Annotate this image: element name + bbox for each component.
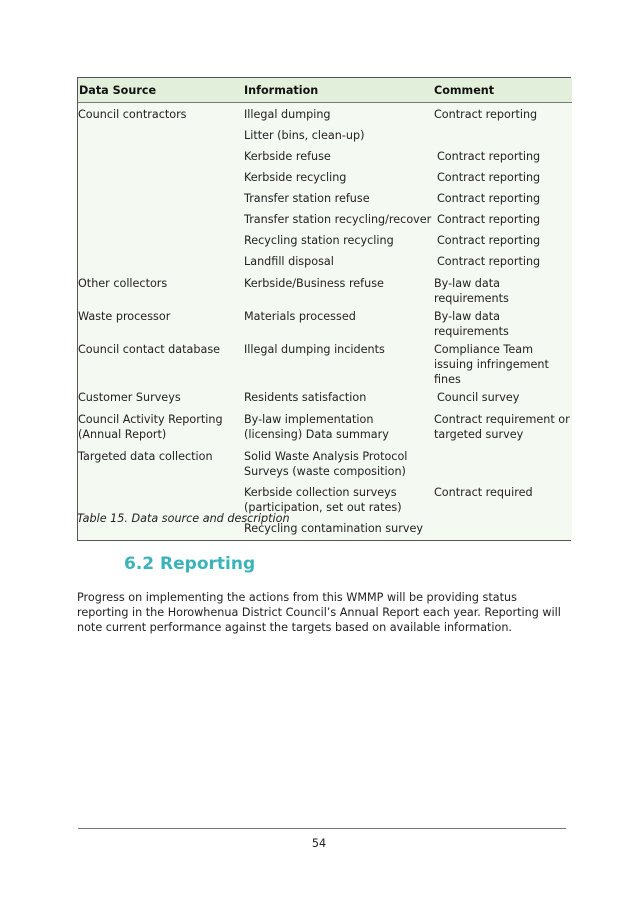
cell-information: Solid Waste Analysis Protocol Surveys (waste composition)	[243, 446, 433, 482]
cell-comment: Contract reporting	[433, 146, 572, 167]
page-number: 54	[311, 837, 327, 850]
table-row	[78, 273, 572, 306]
data-source-table	[78, 78, 572, 540]
cell-source: Council contact database	[78, 339, 243, 387]
cell-information: Kerbside collection surveys (participation, set out rates)	[243, 482, 433, 518]
cell-information: Transfer station refuse	[243, 188, 433, 209]
table-row	[78, 103, 572, 125]
cell-information: Landfill disposal	[243, 251, 433, 273]
cell-comment: Contract requirement or targeted survey	[433, 409, 572, 446]
cell-comment: By-law data requirements	[433, 273, 572, 306]
section-paragraph: Progress on implementing the actions from this WMMP will be providing status reporting in the Horowhenua District Council’s Annual Report each year. Reporting will note current performance against the targets based on available information.	[77, 591, 561, 634]
cell-source: Targeted data collection	[78, 446, 243, 540]
cell-comment: Contract reporting	[433, 230, 572, 251]
header-information: Information	[243, 78, 433, 103]
cell-comment: Contract reporting	[433, 167, 572, 188]
cell-information: Residents satisfaction	[243, 387, 433, 409]
cell-comment: Council survey	[433, 387, 572, 409]
cell-comment: Compliance Team issuing infringement fines	[433, 339, 572, 387]
cell-comment: Contract required	[433, 446, 572, 540]
table-row	[78, 387, 572, 409]
table-row	[78, 339, 572, 387]
cell-comment: Contract reporting	[433, 209, 572, 230]
cell-information: Transfer station recycling/recover	[243, 209, 433, 230]
cell-information: Materials processed	[243, 306, 433, 339]
cell-source: Other collectors	[78, 273, 243, 306]
table-row	[78, 446, 572, 482]
cell-information: Kerbside refuse	[243, 146, 433, 167]
header-comment: Comment	[433, 78, 572, 103]
cell-information: Illegal dumping incidents	[243, 339, 433, 387]
table-caption: Table 15. Data source and description	[77, 512, 290, 525]
cell-information: Litter (bins, clean-up)	[243, 125, 433, 146]
data-source-table-wrapper	[77, 77, 571, 541]
section-heading: 6.2 Reporting	[124, 554, 256, 574]
cell-source: Waste processor	[78, 306, 243, 339]
cell-information: Kerbside recycling	[243, 167, 433, 188]
table-row	[78, 409, 572, 446]
cell-information: Illegal dumping	[243, 103, 433, 125]
cell-comment: Contract reporting	[433, 103, 572, 125]
cell-comment	[433, 125, 572, 146]
cell-source: Council Activity Reporting (Annual Report)	[78, 409, 243, 446]
cell-information: Recycling station recycling	[243, 230, 433, 251]
table-header-row	[78, 78, 572, 103]
header-data-source: Data Source	[78, 78, 243, 103]
cell-comment: Contract reporting	[433, 188, 572, 209]
footer-divider	[78, 828, 566, 829]
cell-comment: By-law data requirements	[433, 306, 572, 339]
table-row	[78, 306, 572, 339]
cell-information: By-law implementation (licensing) Data summary	[243, 409, 433, 446]
cell-source: Council contractors	[78, 103, 243, 273]
cell-comment: Contract reporting	[433, 251, 572, 273]
cell-source: Customer Surveys	[78, 387, 243, 409]
cell-information: Kerbside/Business refuse	[243, 273, 433, 306]
cell-information: Recycling contamination survey	[243, 518, 433, 540]
